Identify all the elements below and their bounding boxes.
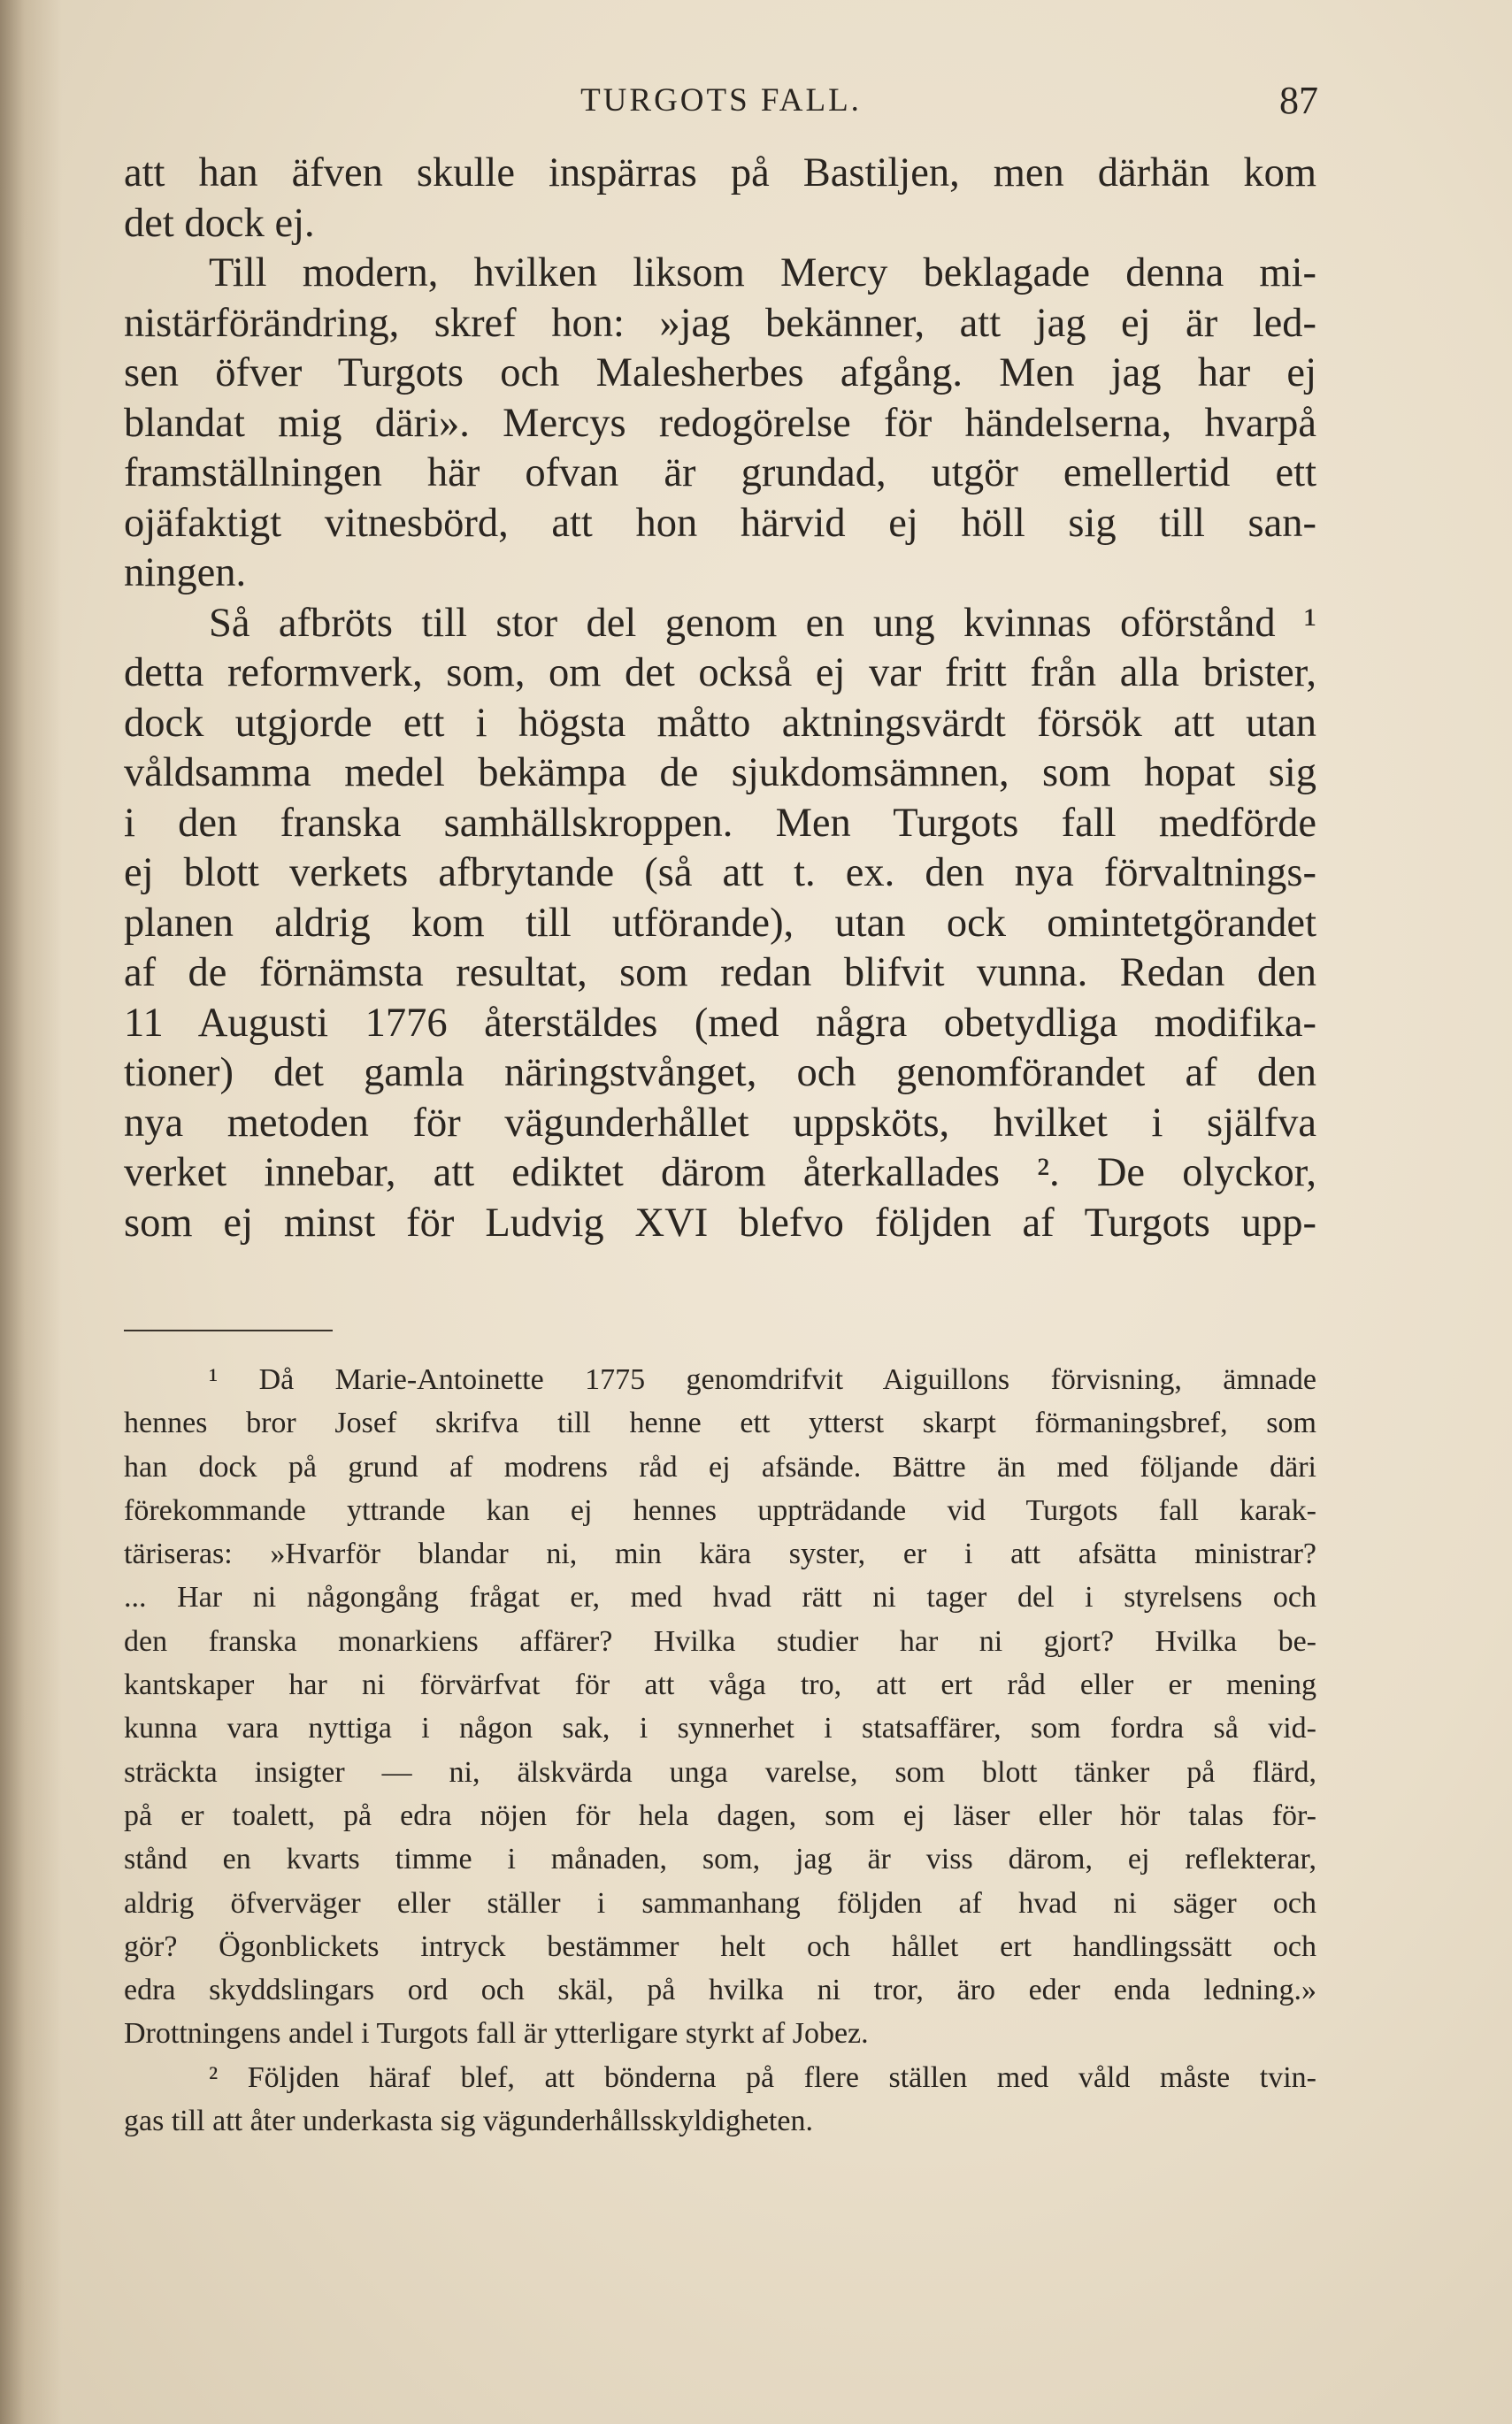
body-text — [124, 149, 1316, 1248]
body-line: ningen. — [124, 550, 247, 595]
footnote-line: gas till att åter underkasta sig vägunderhållsskyldigheten. — [124, 2105, 813, 2138]
footnote-line: stånd en kvarts timme i månaden, som, jag är viss därom, ej reflekterar, — [124, 1843, 1316, 1876]
footnote-line: Drottningens andel i Turgots fall är ytterligare styrkt af Jobez. — [124, 2017, 869, 2051]
body-line: 11 Augusti 1776 återstäldes (med några obetydliga modifika- — [124, 1000, 1316, 1046]
spine-shadow — [0, 0, 62, 2424]
footnote-line: på er toalett, på edra nöjen för hela dagen, som ej läser eller hör talas för- — [124, 1799, 1316, 1832]
footnote-line: ... Har ni någongång frågat er, med hvad rätt ni tager del i styrelsens och — [124, 1581, 1316, 1615]
body-line: som ej minst för Ludvig XVI blefvo följden af Turgots upp- — [124, 1200, 1316, 1246]
body-line: blandat mig däri». Mercys redogörelse för händelserna, hvarpå — [124, 400, 1316, 446]
footnote-divider — [124, 1330, 333, 1331]
footnote-line: gör? Ögonblickets intryck bestämmer helt och hållet ert handlingssätt och — [124, 1929, 1316, 1963]
page-header — [124, 81, 1318, 126]
body-line: planen aldrig kom till utförande), utan ock omintetgörandet — [124, 900, 1316, 946]
footnote-line: aldrig öfverväger eller ställer i sammanhang följden af hvad ni säger och — [124, 1886, 1316, 1920]
footnote-line: kantskaper har ni förvärfvat för att våga tro, att ert råd eller er mening — [124, 1668, 1316, 1702]
body-line: detta reformverk, som, om det också ej var fritt från alla brister, — [124, 650, 1316, 695]
body-line: af de förnämsta resultat, som redan blifvit vunna. Redan den — [124, 950, 1316, 995]
footnote-line: kunna vara nyttiga i någon sak, i synnerhet i statsaffärer, som fordra så vid- — [124, 1712, 1316, 1745]
footnote-line: ² Följden häraf blef, att bönderna på flere ställen med våld måste tvin- — [209, 2060, 1316, 2094]
footnote-line: ¹ Då Marie-Antoinette 1775 genomdrifvit Aiguillons förvisning, ämnade — [209, 1363, 1316, 1396]
body-line: ojäfaktigt vitnesbörd, att hon härvid ej höll sig till san- — [124, 500, 1316, 546]
body-line: Så afbröts till stor del genom en ung kvinnas oförstånd ¹ — [209, 600, 1316, 646]
page-number: 87 — [1279, 79, 1318, 122]
body-line: våldsamma medel bekämpa de sjukdomsämnen, som hopat sig — [124, 750, 1316, 795]
body-line: Till modern, hvilken liksom Mercy beklagade denna mi- — [209, 250, 1316, 295]
footnote-line: hennes bror Josef skrifva till henne ett ytterst skarpt förmaningsbref, som — [124, 1407, 1316, 1440]
footnote-line: edra skyddslingars ord och skäl, på hvilka ni tror, äro eder enda ledning.» — [124, 1974, 1316, 2007]
body-line: framställningen här ofvan är grundad, utgör emellertid ett — [124, 450, 1316, 495]
footnote-line: täriseras: »Hvarför blandar ni, min kära syster, er i att afsätta ministrar? — [124, 1538, 1316, 1571]
body-line: nya metoden för vägunderhållet uppsköts, hvilket i själfva — [124, 1100, 1316, 1146]
body-line: dock utgjorde ett i högsta måtto aktningsvärdt försök att utan — [124, 700, 1316, 746]
body-line: nistärförändring, skref hon: »jag bekänner, att jag ej är led- — [124, 300, 1316, 346]
body-line: det dock ej. — [124, 200, 315, 246]
body-line: att han äfven skulle inspärras på Bastiljen, men därhän kom — [124, 150, 1316, 196]
body-line: verket innebar, att ediktet därom återkallades ². De olyckor, — [124, 1150, 1316, 1195]
footnote-line: han dock på grund af modrens råd ej afsände. Bättre än med följande däri — [124, 1450, 1316, 1484]
footnote-line: sträckta insigter — ni, älskvärda unga varelse, som blott tänker på flärd, — [124, 1755, 1316, 1789]
footnote-line: förekommande yttrande kan ej hennes uppträdande vid Turgots fall karak- — [124, 1493, 1316, 1527]
body-line: i den franska samhällskroppen. Men Turgots fall medförde — [124, 800, 1316, 846]
footnote-line: den franska monarkiens affärer? Hvilka studier har ni gjort? Hvilka be- — [124, 1624, 1316, 1658]
body-line: sen öfver Turgots och Malesherbes afgång. Men jag har ej — [124, 350, 1316, 395]
body-line: tioner) det gamla näringstvånget, och genomförandet af den — [124, 1050, 1316, 1095]
footnotes — [124, 1358, 1316, 2143]
body-line: ej blott verkets afbrytande (så att t. ex. den nya förvaltnings- — [124, 850, 1316, 895]
running-title: TURGOTS FALL. — [580, 82, 862, 119]
